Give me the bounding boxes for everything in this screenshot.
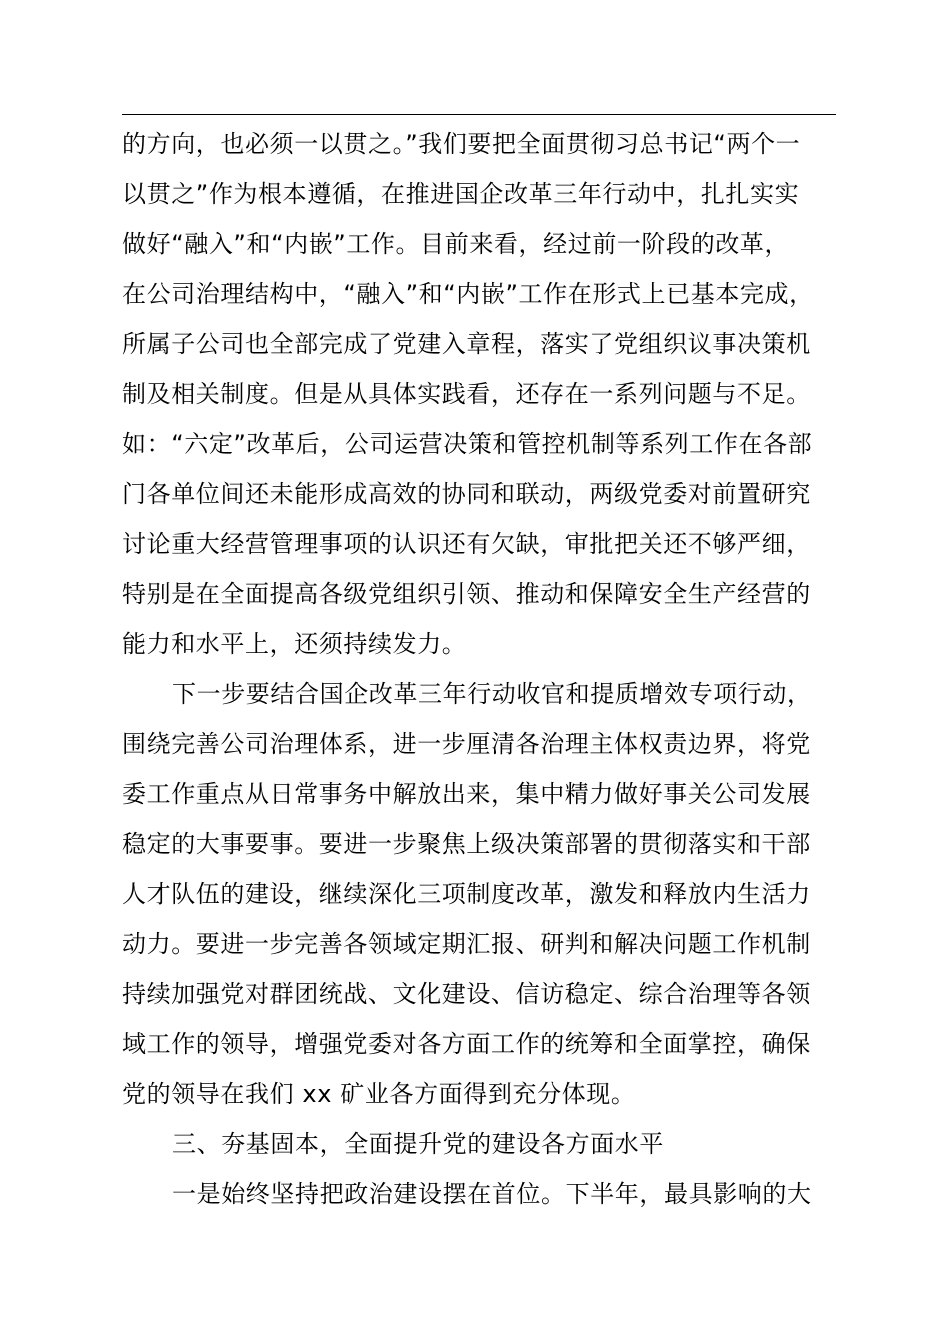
text-line: 党的领导在我们 xx 矿业各方面得到充分体现。 [122, 1080, 636, 1108]
text-line: 能力和水平上，还须持续发力。 [122, 630, 467, 658]
text-line: 制及相关制度。但是从具体实践看，还存在一系列问题与不足。 [122, 380, 811, 408]
text-line: 做好“融入”和“内嵌”工作。目前来看，经过前一阶段的改革， [122, 230, 790, 258]
text-line: 域工作的领导，增强党委对各方面工作的统筹和全面掌控，确保 [122, 1030, 811, 1058]
text-line: 以贯之”作为根本遵循，在推进国企改革三年行动中，扎扎实实 [122, 180, 800, 208]
paragraph-start-line: 一是始终坚持把政治建设摆在首位。下半年，最具影响的大 [172, 1180, 812, 1208]
text-line: 人才队伍的建设，继续深化三项制度改革，激发和释放内生活力 [122, 880, 811, 908]
paragraph-start-line: 下一步要结合国企改革三年行动收官和提质增效专项行动， [172, 680, 812, 708]
text-line: 稳定的大事要事。要进一步聚焦上级决策部署的贯彻落实和干部 [122, 830, 811, 858]
text-line: 的方向，也必须一以贯之。”我们要把全面贯彻习总书记“两个一 [122, 130, 801, 158]
text-line: 特别是在全面提高各级党组织引领、推动和保障安全生产经营的 [122, 580, 811, 608]
text-line: 门各单位间还未能形成高效的协同和联动，两级党委对前置研究 [122, 480, 811, 508]
header-rule [122, 114, 836, 115]
text-line: 围绕完善公司治理体系，进一步厘清各治理主体权责边界，将党 [122, 730, 811, 758]
text-line: 如：“六定”改革后，公司运营决策和管控机制等系列工作在各部 [122, 430, 813, 458]
text-line: 动力。要进一步完善各领域定期汇报、研判和解决问题工作机制 [122, 930, 811, 958]
text-line: 持续加强党对群团统战、文化建设、信访稳定、综合治理等各领 [122, 980, 811, 1008]
text-line: 讨论重大经营管理事项的认识还有欠缺，审批把关还不够严细， [122, 530, 811, 558]
text-line: 在公司治理结构中，“融入”和“内嵌”工作在形式上已基本完成， [122, 280, 814, 308]
section-heading: 三、夯基固本，全面提升党的建设各方面水平 [172, 1130, 664, 1158]
text-line: 委工作重点从日常事务中解放出来，集中精力做好事关公司发展 [122, 780, 811, 808]
text-line: 所属子公司也全部完成了党建入章程，落实了党组织议事决策机 [122, 330, 811, 358]
